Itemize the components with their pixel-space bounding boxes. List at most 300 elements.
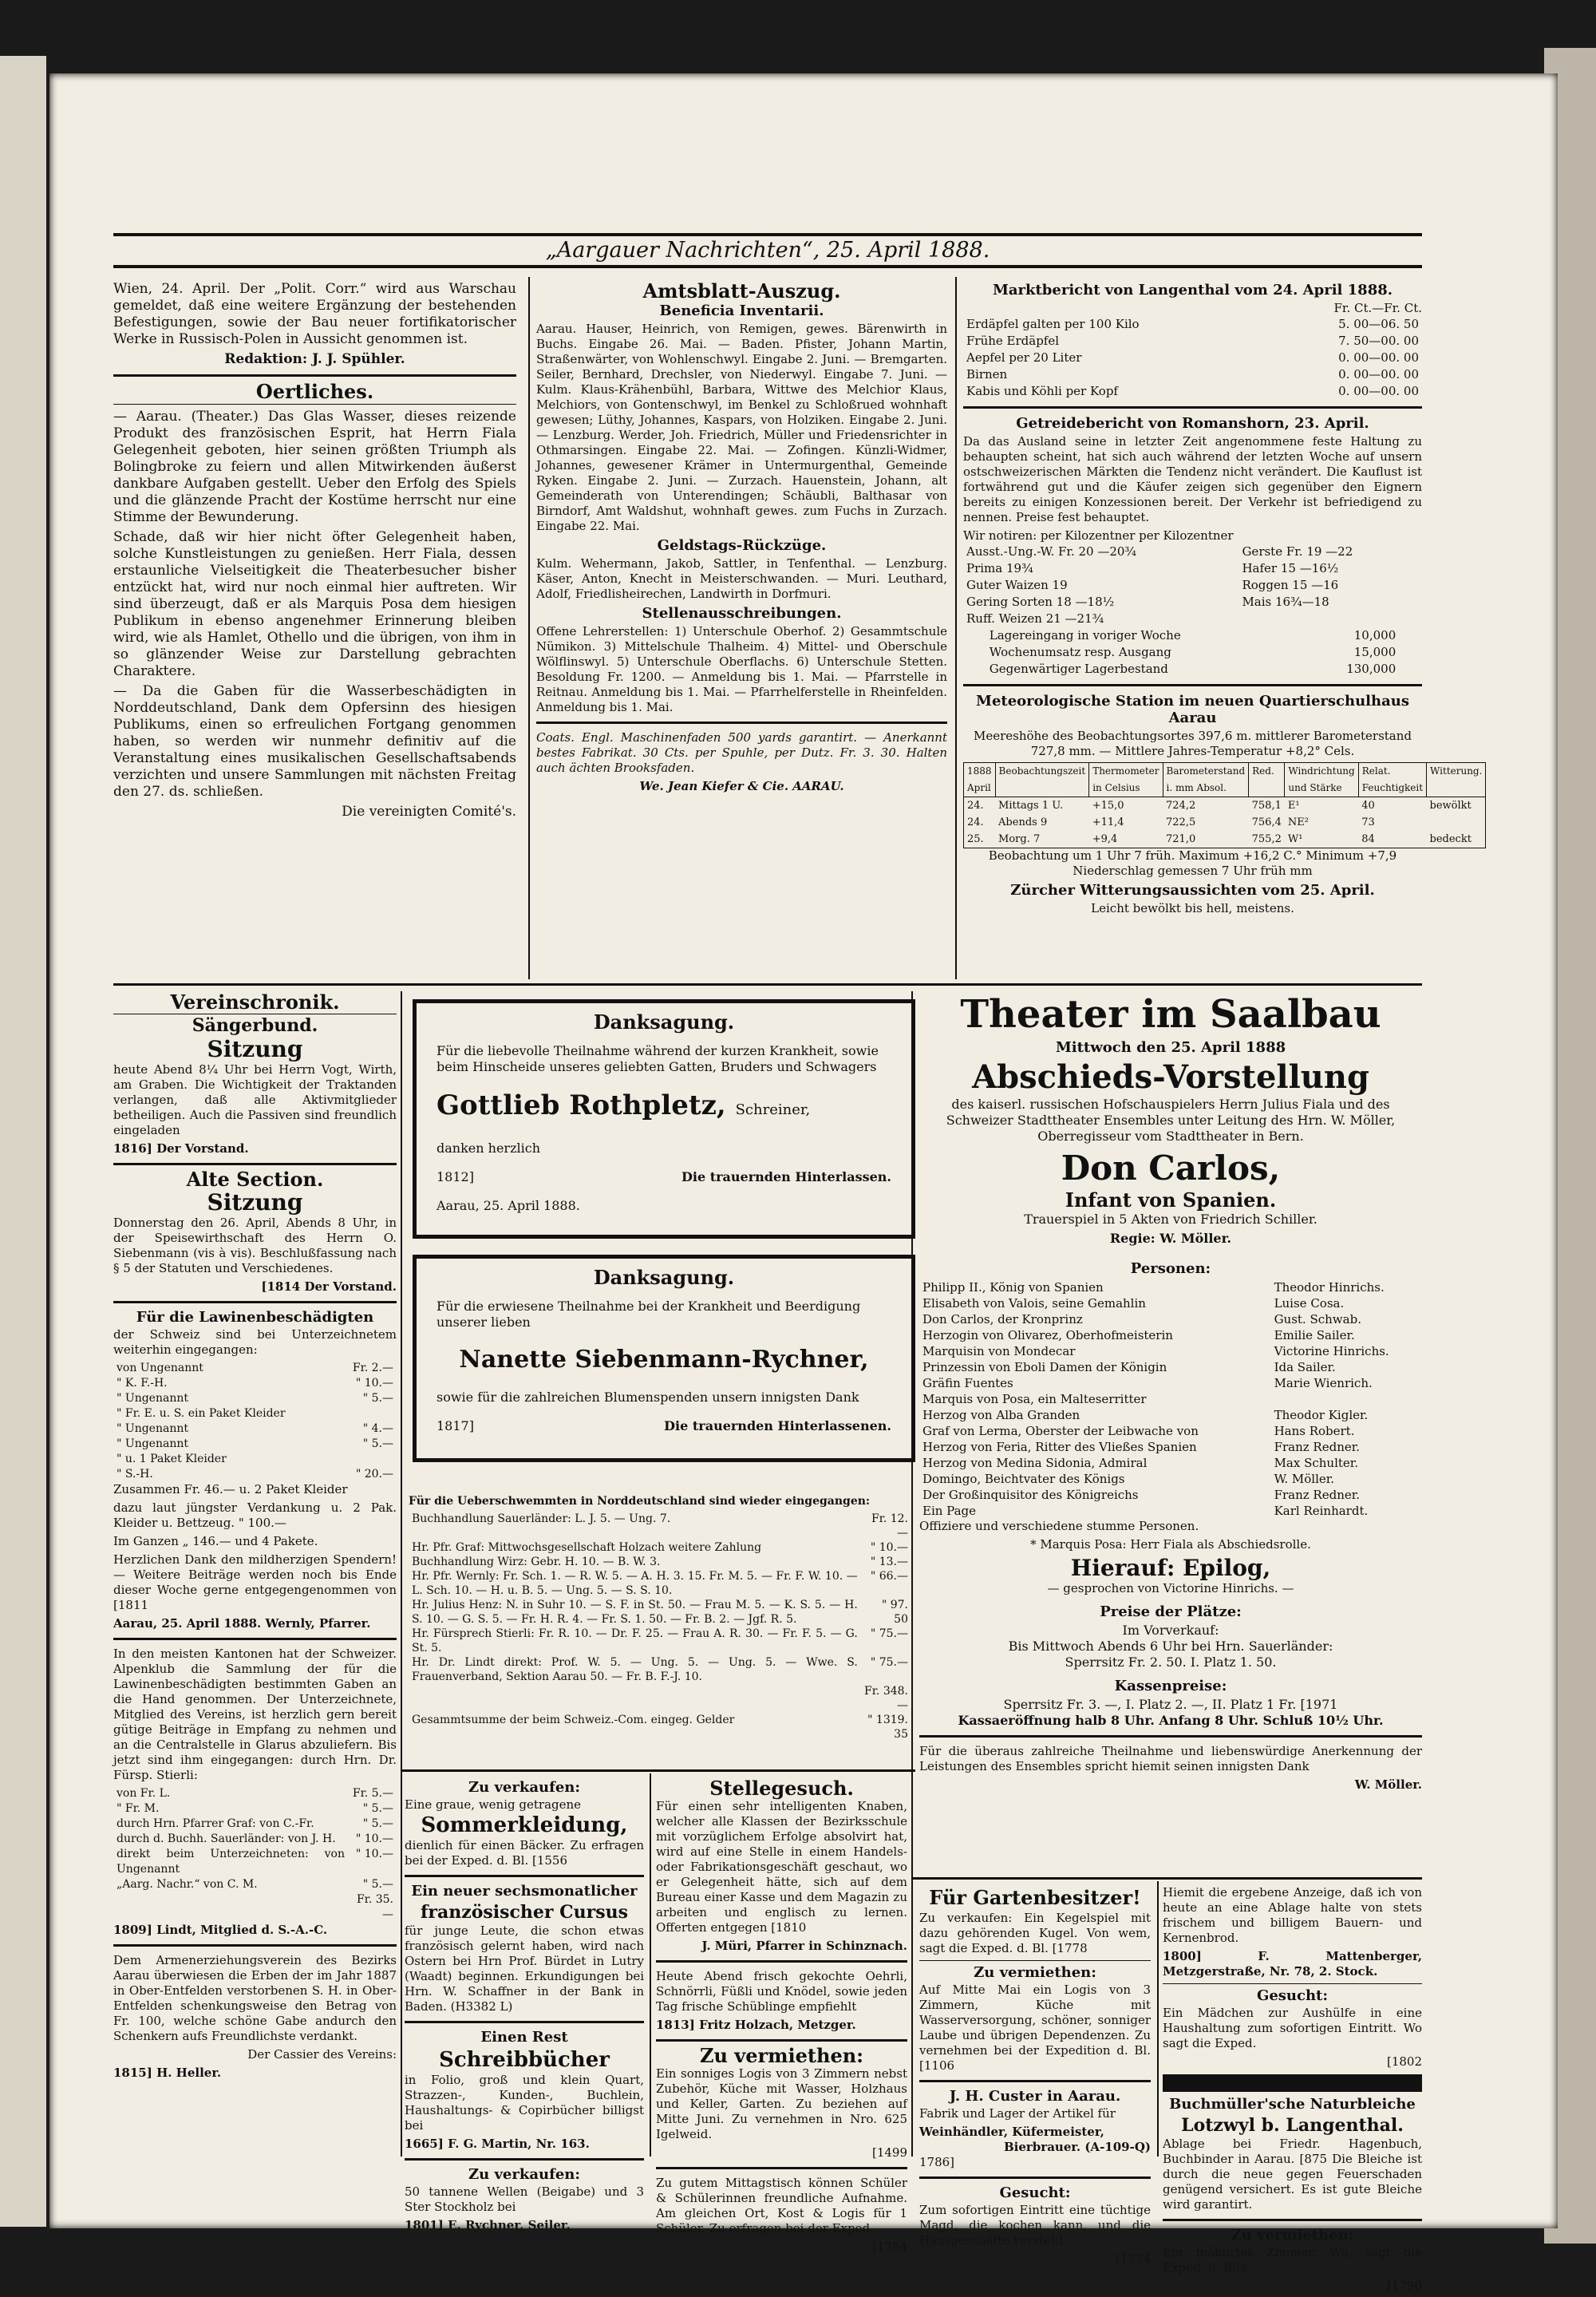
cast-row-cell: Elisabeth von Valois, seine Gemahlin bbox=[922, 1296, 1146, 1311]
lawinen-row bbox=[113, 1452, 397, 1467]
alpenklub-row-cell: „Aarg. Nachr.“ von C. M. bbox=[117, 1878, 258, 1891]
flood-table bbox=[409, 1512, 911, 1742]
grain-row-cell: Gerste Fr. 19 —22 bbox=[1242, 544, 1353, 559]
meteo-row-cell: 756,4 bbox=[1251, 816, 1282, 828]
meteo-row-cell: 758,1 bbox=[1251, 800, 1282, 812]
theater-date: Mittwoch den 25. April 1888 bbox=[1055, 1039, 1286, 1056]
schreib-main: Schreibbücher bbox=[439, 2048, 610, 2072]
lawinen-row-cell: von Ungenannt bbox=[117, 1362, 203, 1374]
stellen-text: Offene Lehrerstellen: 1) Unterschule Oberhof. 2) Gesammtschule Nümikon. 3) Mittelschule Thalheim. 4) Mittel- und Oberschule Wölflinswyl. 5) Unterschule Oberflachs. 6) Unterschule Stetten. Besoldung Fr. 1200. — Anmeldung bis 1. Mai. — Pfarrstelle in Reitnau. Anmeldung bis 1. Mai. — Pfarrhelferstelle in Rheinfelden. Anmeldung bis 1. Mai. bbox=[536, 624, 947, 714]
armen-sign-1: Der Cassier des Vereins: bbox=[247, 2047, 397, 2062]
meteo-header-row bbox=[964, 763, 1486, 797]
theater-preise: Preise der Plätze: bbox=[1100, 1603, 1242, 1620]
ads-column-a bbox=[405, 1777, 644, 2236]
grain-row-cell: Roggen 15 —16 bbox=[1242, 578, 1339, 592]
cast-row bbox=[919, 1327, 1422, 1343]
stellen-heading: Stellenausschreibungen. bbox=[642, 605, 842, 622]
flood-row-cell: Fr. 348.— bbox=[864, 1685, 908, 1712]
vermieten-3-title: Zu vermiethen: bbox=[1231, 2227, 1354, 2244]
theater-personen: Personen: bbox=[1130, 1260, 1211, 1277]
grain-row bbox=[963, 544, 1422, 560]
gesucht-1-num: [1774 bbox=[1115, 2252, 1151, 2266]
cast-row-cell: Gräfin Fuentes bbox=[922, 1376, 1013, 1390]
black-bar bbox=[1163, 2074, 1422, 2092]
meteo-row-cell: 24. bbox=[967, 800, 984, 812]
gesucht-2-text: Ein Mädchen zur Aushülfe in eine Haushaltung zum sofortigen Eintritt. Wo sagt die Exped. bbox=[1163, 2006, 1422, 2050]
ads-column-b bbox=[656, 1777, 907, 2258]
column-divider bbox=[528, 277, 530, 979]
moller-text: Für die überaus zahlreiche Theilnahme und liebenswürdige Anerkennung der Leistungen des Ensembles spricht hiemit seinen innigsten Dank bbox=[919, 1744, 1422, 1773]
saengerbund-sign: 1816] Der Vorstand. bbox=[113, 1141, 249, 1156]
meteo-row bbox=[964, 831, 1486, 848]
sitzung-title: Sitzung bbox=[207, 1036, 303, 1062]
divider bbox=[113, 1944, 397, 1947]
cast-row bbox=[919, 1471, 1422, 1487]
stock-row-cell: 10,000 bbox=[1353, 628, 1396, 642]
meteo-row-cell: 724,2 bbox=[1166, 800, 1196, 812]
meteo-row-cell: 722,5 bbox=[1166, 816, 1196, 828]
ads-column-c bbox=[919, 1885, 1151, 2270]
theater-play: Don Carlos, bbox=[1061, 1148, 1281, 1188]
section-divider bbox=[911, 1877, 1422, 1880]
grain-row-cell: Hafer 15 —16½ bbox=[1242, 561, 1339, 575]
section-divider bbox=[401, 1769, 915, 1772]
danksagung-1-name: Gottlieb Rothpletz, bbox=[437, 1089, 726, 1121]
bleiche-title: Buchmüller'sche Naturbleiche bbox=[1169, 2096, 1416, 2113]
cast-row-cell: Prinzessin von Eboli Damen der Königin bbox=[922, 1360, 1167, 1374]
verkaufen-1-item: Sommerkleidung, bbox=[421, 1813, 628, 1837]
flood-row-cell: Hr. Fürsprech Stierli: Fr. R. 10. — Dr. F. 25. — Frau A. R. 30. — Fr. F. 5. — G. St. 5. bbox=[412, 1627, 858, 1655]
stock-row bbox=[986, 627, 1400, 644]
cast-row-cell: Graf von Lerma, Oberster der Leibwache von bbox=[922, 1424, 1199, 1438]
notiren-line: Wir notiren: per Kilozentner per Kilozentner bbox=[963, 528, 1234, 543]
meteo-table bbox=[963, 762, 1486, 848]
meteo-header-cell: Red. bbox=[1249, 763, 1285, 797]
cast-row-cell: Emilie Sailer. bbox=[1274, 1328, 1355, 1342]
lawinen-row-cell bbox=[337, 1452, 397, 1467]
cast-row bbox=[919, 1295, 1422, 1311]
market-row-cell: Erdäpfel galten per 100 Kilo bbox=[966, 317, 1140, 331]
cast-row-cell: Herzog von Alba Granden bbox=[922, 1408, 1080, 1422]
comite-sign: Die vereinigten Comité's. bbox=[342, 804, 516, 820]
danksagung-1-thanks: danken herzlich bbox=[437, 1141, 540, 1156]
divider bbox=[113, 1301, 397, 1303]
meteo-header-cell: Beobachtungszeit bbox=[995, 763, 1089, 797]
cast-row-cell: Der Großinquisitor des Königreichs bbox=[922, 1488, 1139, 1502]
flood-row-cell: Hr. Pfr. Graf: Mittwochsgesellschaft Holzach weitere Zahlung bbox=[412, 1541, 762, 1554]
danksagung-1-role: Schreiner, bbox=[735, 1101, 811, 1118]
cast-row bbox=[919, 1359, 1422, 1375]
theater-kasse: Kassenpreise: bbox=[1114, 1678, 1227, 1694]
grain-row-cell: Ausst.-Ung.-W. Fr. 20 —20¾ bbox=[966, 544, 1136, 559]
cast-row-cell: W. Möller. bbox=[1274, 1472, 1335, 1486]
divider bbox=[405, 1875, 644, 1877]
alpenklub-row bbox=[113, 1847, 397, 1877]
alpenklub-row-cell: " 5.— bbox=[362, 1802, 393, 1815]
stelle-title: Stellegesuch. bbox=[709, 1777, 854, 1800]
danksagung-1-place: Aarau, 25. April 1888. bbox=[437, 1198, 580, 1213]
flood-row-cell: " 1319. 35 bbox=[867, 1714, 908, 1741]
lawinen-title: Für die Lawinenbeschädigten bbox=[136, 1309, 374, 1326]
vermieten-3-num: [1790 bbox=[1386, 2279, 1422, 2293]
meteo-row-cell: 25. bbox=[967, 833, 984, 845]
stock-row-cell: 130,000 bbox=[1346, 662, 1396, 676]
gesucht-2-num: [1802 bbox=[1386, 2054, 1422, 2069]
flood-row-cell: Hr. Pfr. Wernly: Fr. Sch. 1. — R. W. 5. — A. H. 3. 15. Fr. M. 5. — Fr. F. W. 10. — L. Sch. 10. — H. u. B. 5. — Ung. 5. — S. S. 10. bbox=[412, 1570, 858, 1597]
theater-vorverkauf: Im Vorverkauf: bbox=[1122, 1623, 1219, 1638]
meteo-header-cell: Relat. Feuchtigkeit bbox=[1358, 763, 1426, 797]
meteo-row-cell: +15,0 bbox=[1092, 800, 1124, 812]
coats-ad: Coats. Engl. Maschinenfaden 500 yards garantirt. — Anerkannt bestes Fabrikat. 30 Cts. per Spuhle, per Dutz. Fr. 3. 30. Halten auch ächten Brooksfaden. bbox=[536, 730, 947, 775]
danksagung-1 bbox=[413, 999, 915, 1239]
armen-sign-2: 1815] H. Heller. bbox=[113, 2066, 222, 2080]
flood-row bbox=[409, 1512, 911, 1540]
cast-row-cell: Herzogin von Olivarez, Oberhofmeisterin bbox=[922, 1328, 1173, 1342]
alpenklub-row bbox=[113, 1817, 397, 1832]
wien-news: Wien, 24. April. Der „Polit. Corr.“ wird aus Warschau gemeldet, daß eine weitere Ergänzung der bestehenden Befestigungen, sowie der Bau neuer fortifikatorischer Werke in Russisch-Polen in Aussicht genommen ist. bbox=[113, 281, 516, 347]
market-row bbox=[963, 383, 1422, 400]
schreib-title: Einen Rest bbox=[480, 2029, 568, 2046]
divider bbox=[963, 406, 1422, 409]
alpenklub-row bbox=[113, 1877, 397, 1892]
divider bbox=[963, 684, 1422, 686]
lawinen-row-cell: " Fr. E. u. S. ein Paket Kleider bbox=[117, 1407, 286, 1420]
mittags-text: Zu gutem Mittagstisch können Schüler & Schülerinnen freundliche Aufnahme. Am gleichen Ort, Kost & Logis für 1 Schüler. Zu erfragen bei der Exped. bbox=[656, 2176, 907, 2236]
alpenklub-row-cell: direkt beim Unterzeichneten: von Ungenannt bbox=[117, 1848, 345, 1876]
lawinen-row-cell: " 20.— bbox=[355, 1468, 393, 1481]
amtsblatt-title: Amtsblatt-Auszug. bbox=[642, 279, 841, 302]
divider bbox=[405, 2158, 644, 2161]
lawinen-row-cell: " 5.— bbox=[362, 1392, 393, 1405]
meteo-row-cell: bewölkt bbox=[1429, 800, 1472, 812]
alpenklub-row bbox=[113, 1786, 397, 1801]
danksagung-2 bbox=[413, 1255, 915, 1462]
divider bbox=[536, 722, 947, 724]
cast-row bbox=[919, 1487, 1422, 1503]
theater-vv2: Sperrsitz Fr. 2. 50. I. Platz 1. 50. bbox=[1065, 1655, 1277, 1670]
alpenklub-row-cell: " 5.— bbox=[362, 1878, 393, 1891]
flood-row-cell: " 75.— bbox=[870, 1627, 908, 1640]
lawinen-row bbox=[113, 1437, 397, 1452]
stock-row-cell: Lagereingang in voriger Woche bbox=[989, 628, 1181, 642]
meteo-row-cell: bedeckt bbox=[1429, 833, 1472, 845]
market-row-cell: Birnen bbox=[966, 367, 1008, 382]
flood-row-cell: " 75.— bbox=[870, 1656, 908, 1669]
grain-row-cell bbox=[1238, 611, 1422, 627]
market-row-cell: 0. 00—00. 00 bbox=[1338, 367, 1419, 382]
flood-row bbox=[409, 1598, 911, 1627]
lawinen-row bbox=[113, 1406, 397, 1421]
divider bbox=[1163, 2219, 1422, 2221]
danksagung-2-name: Nanette Siebenmann-Rychner, bbox=[459, 1346, 869, 1374]
market-currency: Fr. Ct.—Fr. Ct. bbox=[1333, 301, 1422, 315]
meteo-row-cell: 755,2 bbox=[1251, 833, 1282, 845]
oertliches-heading: Oertliches. bbox=[255, 380, 374, 403]
theater-epilog: — gesprochen von Victorine Hinrichs. — bbox=[1047, 1581, 1294, 1595]
grain-row-cell: Gering Sorten 18 —18½ bbox=[966, 595, 1115, 609]
alpenklub-row bbox=[113, 1832, 397, 1847]
kurs-main: französischer Cursus bbox=[420, 1902, 629, 1923]
market-row-cell: 0. 00—00. 00 bbox=[1338, 384, 1419, 398]
meteo-row-cell: 73 bbox=[1361, 816, 1375, 828]
divider bbox=[113, 1638, 397, 1640]
divider bbox=[656, 2167, 907, 2169]
lawinen-row bbox=[113, 1376, 397, 1391]
lawinen-row-cell: " Ungenannt bbox=[117, 1422, 188, 1435]
gesucht-1-title: Gesucht: bbox=[999, 2184, 1071, 2201]
vereinschronik-title: Vereinschronik. bbox=[170, 990, 340, 1014]
lawinen-dazu: dazu laut jüngster Verdankung u. 2 Pak. Kleider u. Bettzeug. " 100.— bbox=[113, 1500, 397, 1530]
wasser-paragraph: — Da die Gaben für die Wasserbeschädigten in Norddeutschland, Dank dem Opfersinn des hiesigen Publikums, einen so erfreulichen Fortgang genommen haben, so werden wir nunmehr definitiv auf die Veranstaltung eines musikalischen Gesellschaftsabends verzichten und unsere Sammlungen mit nächsten Freitag den 27. ds. schließen. bbox=[113, 683, 516, 800]
vereinschronik-column bbox=[113, 991, 397, 2084]
mittags-num: [1784 bbox=[871, 2240, 907, 2254]
market-row bbox=[963, 316, 1422, 333]
alte-section-title: Alte Section. bbox=[186, 1168, 324, 1191]
market-row-cell: Frühe Erdäpfel bbox=[966, 334, 1060, 348]
verkaufen-2-sign: 1801] E. Rychner, Seiler. bbox=[405, 2218, 571, 2232]
market-row-cell: 5. 00—06. 50 bbox=[1338, 317, 1419, 331]
stock-row-cell: Gegenwärtiger Lagerbestand bbox=[989, 662, 1168, 676]
verkaufen-1-text2: dienlich für einen Bäcker. Zu erfragen bei der Exped. d. Bl. [1556 bbox=[405, 1838, 644, 1868]
stock-row-cell: 15,000 bbox=[1353, 645, 1396, 659]
alpenklub-row bbox=[113, 1892, 397, 1923]
cast-row-cell: Theodor Hinrichs. bbox=[1274, 1280, 1385, 1295]
divider bbox=[919, 2176, 1151, 2179]
lawinen-row-cell: Fr. 2.— bbox=[352, 1362, 393, 1374]
cast-row-cell: Philipp II., König von Spanien bbox=[922, 1280, 1104, 1295]
meteo-header-cell: Witterung. bbox=[1427, 763, 1486, 797]
grain-row bbox=[963, 611, 1422, 627]
vermieten-1-title: Zu vermiethen: bbox=[699, 2044, 864, 2067]
theater-desc: des kaiserl. russischen Hofschauspielers Herrn Julius Fiala und des Schweizer Stadttheater Ensembles unter Leitung des Hrn. W. Möller, Oberregisseur vom Stadttheater in Bern. bbox=[946, 1097, 1396, 1144]
lawinen-row-cell: " K. F.-H. bbox=[117, 1377, 168, 1390]
stelle-text: Für einen sehr intelligenten Knaben, welcher alle Klassen der Bezirksschule mit vorzüglichem Erfolge absolvirt hat, wird auf eine Stelle in einem Handels- oder Fabrikationsgeschäft geschaut, wo er Gelegenheit hätte, sich auf dem Bureau einer Kasse und dem Magazin zu arbeiten und englisch zu lernen. Offerten entgegen [1810 bbox=[656, 1799, 907, 1935]
flood-row-cell bbox=[409, 1684, 861, 1713]
amtsblatt-subtitle: Beneficia Inventarii. bbox=[659, 302, 824, 319]
flood-row-cell: " 66.— bbox=[870, 1570, 908, 1583]
market-row-cell: Aepfel per 20 Liter bbox=[966, 350, 1082, 365]
sitzung-title-2: Sitzung bbox=[207, 1189, 303, 1216]
market-table bbox=[963, 316, 1422, 400]
theater-paragraph: — Aarau. (Theater.) Das Glas Wasser, dieses reizende Produkt des französischen Esprit, hat Herrn Fiala Gelegenheit geboten, hier seinen größten Triumph als Bolingbroke zu feiern und allen Mitwirkenden äußerst dankbare Aufgaben gestellt. Ueber den Erfolg des Spiels und die glänzende Pracht der Kostüme herrscht nur eine Stimme der Bewunderung. bbox=[113, 409, 516, 525]
flood-row-cell: " 97. 50 bbox=[881, 1599, 908, 1626]
cast-row bbox=[919, 1375, 1422, 1391]
gesucht-1-text: Zum sofortigen Eintritt eine tüchtige Magd, die kochen kann, und die Hausgeschäfte versteht. bbox=[919, 2203, 1151, 2248]
column-divider bbox=[911, 991, 913, 2157]
alpenklub-row-cell bbox=[113, 1892, 348, 1923]
theater-desc2: Trauerspiel in 5 Akten von Friedrich Schiller. bbox=[1024, 1212, 1317, 1227]
verkaufen-2-title: Zu verkaufen: bbox=[468, 2166, 581, 2183]
alte-section-sign: [1814 Der Vorstand. bbox=[261, 1279, 397, 1294]
danksagung-1-sign: Die trauernden Hinterlassen. bbox=[681, 1169, 891, 1184]
schreib-text: in Folio, groß und klein Quart, Strazzen-, Kunden-, Buchlein, Haushaltungs- & Copirbücher billigst bei bbox=[405, 2073, 644, 2133]
grain-row-cell: Ruff. Weizen 21 —21¾ bbox=[966, 611, 1104, 626]
holzach-sign: 1813] Fritz Holzach, Metzger. bbox=[656, 2018, 856, 2032]
custer-t1: Weinhändler, Küfermeister, bbox=[919, 2125, 1104, 2139]
meteo-row-cell: Mittags 1 U. bbox=[998, 800, 1064, 812]
lawinen-row-cell: " 5.— bbox=[362, 1437, 393, 1450]
mattenberger-text: Hiemit die ergebene Anzeige, daß ich von heute an eine Ablage halte von stets frischem und billigem Bauern- und Kernenbrod. bbox=[1163, 1885, 1422, 1945]
lawinen-zusammen: Zusammen Fr. 46.— u. 2 Paket Kleider bbox=[113, 1482, 348, 1496]
lawinen-row-cell bbox=[337, 1406, 397, 1421]
theater-hierauf: Hierauf: Epilog, bbox=[1070, 1555, 1271, 1581]
stock-table bbox=[986, 627, 1400, 678]
column-divider bbox=[401, 991, 402, 2157]
cast-row bbox=[919, 1343, 1422, 1359]
newspaper-page bbox=[49, 73, 1558, 2293]
custer-title: J. H. Custer in Aarau. bbox=[949, 2088, 1121, 2105]
column-3 bbox=[963, 279, 1483, 916]
cast-row-cell: Herzog von Feria, Ritter des Vließes Spanien bbox=[922, 1440, 1197, 1454]
stelle-sign: J. Müri, Pfarrer in Schinznach. bbox=[701, 1939, 907, 1953]
alpenklub-row-cell: " Fr. M. bbox=[117, 1802, 160, 1815]
flood-row-cell: Hr. Julius Henz: N. in Suhr 10. — S. F. in St. 50. — Frau M. 5. — K. S. 5. — H. S. 10. — G. S. 5. — Fr. H. R. 4. — Fr. S. 1. 50. — Fr. B. 2. — Jgf. R. 5. bbox=[412, 1599, 858, 1626]
alpenklub-text: In den meisten Kantonen hat der Schweizer. Alpenklub die Sammlung der für die Lawinenbeschädigten bestimmten Gaben an die Hand genommen. Der Unterzeichnete, Mitglied des Vereins, ist herzlich gern bereit gütige Beiträge in Empfang zu nehmen und an die Centralstelle in Glarus abzuliefern. Bis jetzt sind ihm eingegangen: durch Hrn. Dr. Fürsp. Stierli: bbox=[113, 1647, 397, 1782]
divider bbox=[919, 2080, 1151, 2082]
lawinen-row-cell: " 10.— bbox=[355, 1377, 393, 1390]
inventarii-text: Aarau. Hauser, Heinrich, von Remigen, gewes. Bärenwirth in Buchs. Eingabe 26. Mai. — Baden. Pfister, Johann Martin, Straßenwärter, von Wohlenschwyl. Eingabe 2. Juni. — Bremgarten. Seiler, Bernhard, Drechsler, von Niederwyl. Eingabe 7. Juni. — Kulm. Klaus-Krähenbühl, Barbara, Wittwe des Melchior Klaus, Melchiors, von Gontenschwyl, im Benkel zu Schloßrued wohnhaft gewesen; Lüthy, Johannes, Kaspars, von Holziken. Eingabe 2. Juni. — Lenzburg. Werder, Joh. Friedrich, Müller und Friedensrichter in Othmarsingen. Eingabe 22. Mai. — Zofingen. Künzli-Widmer, Johannes, gewesener Krämer in Untermurgenthal, Gemeinde Ryken. Eingabe 2. Juni. — Zurzach. Hauenstein, Johann, alt Gemeinderath von Unterendingen; Schäubli, Balthasar von Birndorf, Amt Waldshut, wohnhaft gewes. zum Fuchs in Zurzach. Eingabe 22. Mai. bbox=[536, 322, 947, 533]
moller-sign: W. Möller. bbox=[1354, 1777, 1422, 1792]
theater-kassenpreise: Sperrsitz Fr. 3. —, I. Platz 2. —, II. Platz 1 Fr. [1971 bbox=[1003, 1697, 1338, 1712]
divider bbox=[1163, 1983, 1422, 1984]
theater-paragraph-2: Schade, daß wir hier nicht öfter Gelegenheit haben, solche Kunstleistungen zu genießen. Herr Fiala, dessen erstaunliche Vielseitigkeit die Theaterbesucher bisher entzückt hat, wird nur noch einmal hier auftreten. Wir sind überzeugt, daß er als Marquis Posa dem hiesigen Publikum in ebenso angenehmer Erinnerung bleiben wird, wie als Hamlet, Othello und die übrigen, von ihm in so glänzender Weise zur Darstellung gebrachten Charaktere. bbox=[113, 529, 516, 679]
gesucht-2-title: Gesucht: bbox=[1256, 1987, 1329, 2004]
market-row bbox=[963, 333, 1422, 350]
flood-row bbox=[409, 1569, 911, 1598]
flood-row-cell: " 13.— bbox=[870, 1556, 908, 1568]
vermieten-2-text: Auf Mitte Mai ein Logis von 3 Zimmern, Küche mit Wasserversorgung, schöner, sonniger Laube und übrigen Dependenzen. Zu vernehmen bei der Expedition d. Bl. [1106 bbox=[919, 1983, 1151, 2073]
alpenklub-row-cell: durch Hrn. Pfarrer Graf: von C.-Fr. bbox=[117, 1817, 314, 1830]
grain-row-cell: Mais 16¾—18 bbox=[1242, 595, 1329, 609]
flood-row-cell: Fr. 12.— bbox=[871, 1512, 908, 1540]
cast-row-cell: Franz Redner. bbox=[1274, 1440, 1361, 1454]
cast-row bbox=[919, 1455, 1422, 1471]
meteo-row-cell: Abends 9 bbox=[998, 816, 1048, 828]
flood-title: Für die Ueberschwemmten in Norddeutschland sind wieder eingegangen: bbox=[409, 1495, 871, 1508]
column-divider bbox=[650, 1773, 651, 2157]
lawinen-row-cell: " S.-H. bbox=[117, 1468, 153, 1481]
meteo-header-cell: 1888 April bbox=[964, 763, 996, 797]
cast-row-cell: Max Schulter. bbox=[1274, 1456, 1359, 1470]
cast-row bbox=[919, 1311, 1422, 1327]
meteo-row bbox=[964, 814, 1486, 831]
alpenklub-row-cell: " 10.— bbox=[355, 1832, 393, 1845]
cast-row-cell: Ein Page bbox=[922, 1504, 977, 1518]
ads-column-d bbox=[1163, 1885, 1422, 2297]
meteo-header-cell: Thermometer in Celsius bbox=[1089, 763, 1163, 797]
cast-row-cell: Ida Sailer. bbox=[1274, 1360, 1336, 1374]
alpenklub-sign: 1809] Lindt, Mitglied d. S.-A.-C. bbox=[113, 1923, 328, 1937]
alpenklub-table bbox=[113, 1786, 397, 1923]
theater-title: Theater im Saalbau bbox=[960, 992, 1381, 1037]
geldstags-text: Kulm. Wehermann, Jakob, Sattler, in Tenfenthal. — Lenzburg. Käser, Anton, Knecht in Meisterschwanden. — Muri. Leuthard, Adolf, Friedlisheirechen, Landwirth in Dorfmuri. bbox=[536, 556, 947, 601]
market-row bbox=[963, 350, 1422, 366]
market-row-cell: 0. 00—00. 00 bbox=[1338, 350, 1419, 365]
geldstags-heading: Geldstags-Rückzüge. bbox=[657, 537, 827, 554]
verkaufen-1-text: Eine graue, wenig getragene bbox=[405, 1797, 582, 1812]
meteo-row-cell: W¹ bbox=[1287, 833, 1303, 845]
flood-row bbox=[409, 1684, 911, 1713]
bleiche-main: Lotzwyl b. Langenthal. bbox=[1181, 2115, 1404, 2136]
forecast-text: Leicht bewölkt bis hell, meistens. bbox=[1091, 901, 1294, 915]
alpenklub-row-cell: " 5.— bbox=[362, 1817, 393, 1830]
schreib-sign: 1665] F. G. Martin, Nr. 163. bbox=[405, 2137, 590, 2151]
custer-t2: Bierbrauer. (A-109-Q) bbox=[1003, 2140, 1151, 2154]
cast-row bbox=[919, 1503, 1422, 1519]
alpenklub-row-cell: Fr. 5.— bbox=[352, 1787, 393, 1800]
divider bbox=[919, 1735, 1422, 1738]
alte-section-text: Donnerstag den 26. April, Abends 8 Uhr, in der Speisewirthschaft des Herrn O. Siebenmann (vis à vis). Beschlußfassung nach § 5 der Statuten und Verschiedenes. bbox=[113, 1216, 397, 1275]
meteo-row-cell bbox=[1427, 814, 1486, 831]
divider bbox=[113, 404, 516, 405]
cast-row bbox=[919, 1407, 1422, 1423]
cast-row-cell: Theodor Kigler. bbox=[1274, 1408, 1369, 1422]
danksagung-1-title: Danksagung. bbox=[593, 1010, 735, 1034]
market-row-cell: Kabis und Köhli per Kopf bbox=[966, 384, 1118, 398]
lawinen-ganzen: Im Ganzen „ 146.— und 4 Pakete. bbox=[113, 1534, 318, 1548]
divider bbox=[919, 1960, 1151, 1961]
meteo-header-cell: Barometerstand i. mm Absol. bbox=[1163, 763, 1249, 797]
verkaufen-1-title: Zu verkaufen: bbox=[468, 1779, 581, 1796]
cast-row-cell bbox=[1271, 1391, 1422, 1407]
cast-row bbox=[919, 1439, 1422, 1455]
lawinen-row bbox=[113, 1467, 397, 1482]
divider bbox=[113, 1163, 397, 1165]
cast-row-cell: Gust. Schwab. bbox=[1274, 1312, 1361, 1326]
theater-abschied: Abschieds-Vorstellung bbox=[972, 1058, 1369, 1096]
flood-row-cell: " 10.— bbox=[870, 1541, 908, 1554]
alpenklub-row-cell: durch d. Buchh. Sauerländer: von J. H. bbox=[117, 1832, 336, 1845]
stock-row-cell: Wochenumsatz resp. Ausgang bbox=[989, 645, 1171, 659]
saengerbund-text: heute Abend 8¼ Uhr bei Herrn Vogt, Wirth, am Graben. Die Wichtigkeit der Traktanden verlangen, daß alle Aktivmitglieder betheiligen. Auch die Passiven sind freundlich eingeladen bbox=[113, 1062, 397, 1137]
flood-row-cell: Buchhandlung Wirz: Gebr. H. 10. — B. W. 3. bbox=[412, 1556, 661, 1568]
lawinen-row bbox=[113, 1391, 397, 1406]
danksagung-1-text: Für die liebevolle Theilnahme während der kurzen Krankheit, sowie beim Hinscheide unseres geliebten Gatten, Bruders und Schwagers bbox=[437, 1043, 879, 1074]
coats-firm: We. Jean Kiefer & Cie. AARAU. bbox=[639, 779, 844, 793]
meteo-title: Meteorologische Station im neuen Quartierschulhaus Aarau bbox=[976, 693, 1409, 726]
cast-row-cell: Hans Robert. bbox=[1274, 1424, 1355, 1438]
theater-regie: Regie: W. Möller. bbox=[1109, 1231, 1232, 1246]
column-1 bbox=[113, 281, 516, 824]
romanshorn-text: Da das Ausland seine in letzter Zeit angenommene feste Haltung zu behaupten scheint, hat sich auch während der letzten Woche auf unsern ostschweizerischen Märkten die Tendenz nicht verändert. Die Kauflust ist fortwährend gut und die Käufer zeigen sich gegenüber den Eignern bereits zu einigen Konzessionen bereit. Der Verkehr ist befriedigend zu nennen. Preise fest behauptet. bbox=[963, 434, 1422, 524]
meteo-header-cell: Windrichtung und Stärke bbox=[1285, 763, 1358, 797]
lawinen-table bbox=[113, 1361, 397, 1482]
danksagung-2-title: Danksagung. bbox=[593, 1266, 735, 1289]
vermieten-1-text: Ein sonniges Logis von 3 Zimmern nebst Zubehör, Küche mit Wasser, Holzhaus und Keller, Garten. Zu beziehen auf Mitte Juni. Zu vernehmen in Nro. 625 Igelweid. bbox=[656, 2066, 907, 2141]
cast-row bbox=[919, 1391, 1422, 1407]
cast-row-cell: Domingo, Beichtvater des Königs bbox=[922, 1472, 1125, 1486]
redaktion: Redaktion: J. J. Spühler. bbox=[224, 351, 405, 367]
stock-row bbox=[986, 644, 1400, 661]
divider bbox=[656, 2039, 907, 2042]
garten-text: Zu verkaufen: Ein Kegelspiel mit dazu gehörenden Kugel. Von wem, sagt die Exped. d. Bl. [1778 bbox=[919, 1911, 1151, 1955]
danksagung-2-sign: Die trauernden Hinterlassenen. bbox=[664, 1418, 891, 1433]
page-header: „Aargauer Nachrichten“, 25. April 1888. bbox=[113, 233, 1422, 268]
cast-row-cell: Victorine Hinrichs. bbox=[1274, 1344, 1389, 1358]
vermieten-1-num: [1499 bbox=[871, 2145, 907, 2160]
grain-row bbox=[963, 560, 1422, 577]
cast-row-cell: Karl Reinhardt. bbox=[1274, 1504, 1369, 1518]
cast-row-cell: Don Carlos, der Kronprinz bbox=[922, 1312, 1083, 1326]
verkaufen-2-text: 50 tannene Wellen (Beigabe) und 3 Ster Stockholz bei bbox=[405, 2184, 644, 2214]
lawinen-row bbox=[113, 1421, 397, 1437]
meteo-notes: Beobachtung um 1 Uhr 7 früh. Maximum +16,2 C.° Minimum +7,9 Niederschlag gemessen 7 Uhr früh mm bbox=[988, 848, 1397, 878]
flood-row-cell: Buchhandlung Sauerländer: L. J. 5. — Ung. 7. bbox=[412, 1512, 671, 1525]
holzach-text: Heute Abend frisch gekochte Oehrli, Schnörrli, Füßli und Knödel, sowie jeden Tag frische Schüblinge empfiehlt bbox=[656, 1969, 907, 2014]
vermieten-3-text: Ein möblirtes Zimmer. Wo, sagt die Exped. d. Blts. bbox=[1163, 2245, 1422, 2275]
stock-row bbox=[986, 661, 1400, 678]
meteo-row-cell: Morg. 7 bbox=[998, 833, 1041, 845]
